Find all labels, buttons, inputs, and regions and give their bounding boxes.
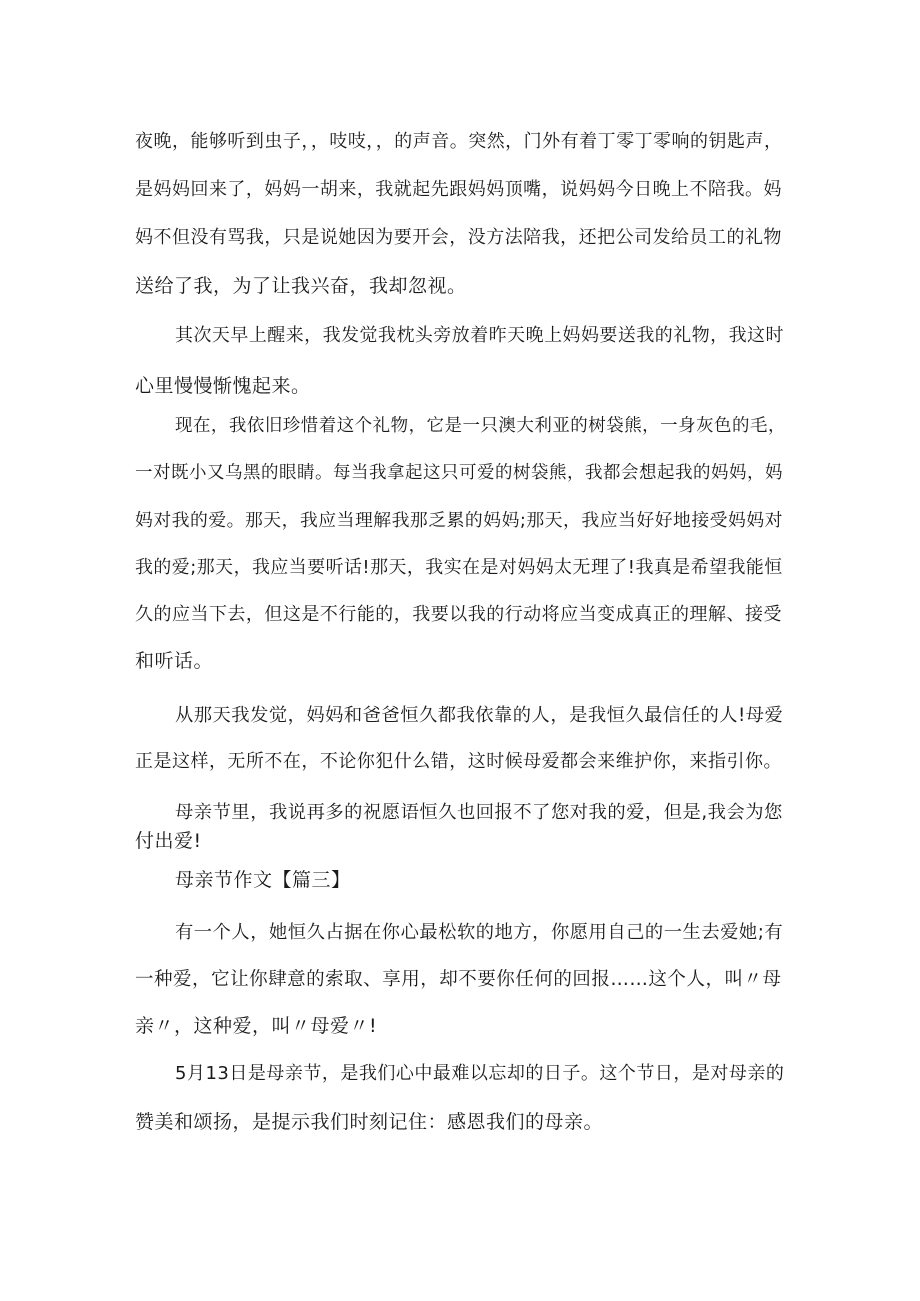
paragraph-mothers-day-wish bbox=[135, 798, 785, 856]
text-line: 正是这样，无所不在，不论你犯什么错，这时候母爱都会来维护你，来指引你。 bbox=[135, 751, 782, 772]
paragraph-from-that-day bbox=[135, 693, 785, 785]
text-line: 其次天早上醒来，我发觉我枕头旁放着昨天晚上妈妈要送我的礼物，我这时 bbox=[175, 325, 784, 346]
paragraph-next-morning bbox=[135, 311, 785, 411]
text-line: 久的应当下去，但这是不行能的，我要以我的行动将应当变成真正的理解、接受 bbox=[135, 604, 782, 625]
text-line: 送给了我，为了让我兴奋，我却忽视。 bbox=[135, 275, 467, 297]
text-line: 是妈妈回来了，妈妈一胡来，我就起先跟妈妈顶嘴，说妈妈今日晚上不陪我。妈 bbox=[135, 179, 782, 200]
text-line: 付出爱! bbox=[135, 830, 202, 852]
text-line: 现在，我依旧珍惜着这个礼物，它是一只澳大利亚的树袋熊，一身灰色的毛， bbox=[175, 416, 786, 436]
text-line: 赞美和颂扬，是提示我们时刻记住：感恩我们的母亲。 bbox=[135, 1111, 604, 1133]
text-line: 一种爱，它让你肆意的索取、享用，却不要你任何的回报……这个人，叫〃母 bbox=[135, 969, 782, 990]
section-title: 母亲节作文【篇三】 bbox=[175, 869, 351, 891]
paragraph-may-13 bbox=[135, 1049, 785, 1147]
text-line: 妈对我的爱。那天，我应当理解我那乏累的妈妈;那天，我应当好好地接受妈妈对 bbox=[135, 510, 783, 531]
text-line: 有一个人，她恒久占据在你心最松软的地方，你愿用自己的一生去爱她;有 bbox=[175, 922, 784, 943]
paragraph-evening bbox=[135, 118, 785, 310]
text-line: 妈不但没有骂我，只是说她因为要开会，没方法陪我，还把公司发给员工的礼物 bbox=[135, 227, 782, 248]
text-line: 夜晚，能够听到虫子，，吱吱，，的声音。突然，门外有着丁零丁零响的钥匙声， bbox=[135, 131, 783, 152]
section-heading-part-three bbox=[135, 863, 785, 897]
text-line: 从那天我发觉，妈妈和爸爸恒久都我依靠的人，是我恒久最信任的人!母爱 bbox=[175, 705, 784, 726]
text-line: 和听话。 bbox=[135, 650, 214, 672]
text-line: 我的爱;那天，我应当要听话!那天，我实在是对妈妈太无理了!我真是希望我能恒 bbox=[135, 557, 783, 578]
paragraph-there-is-a-person bbox=[135, 909, 785, 1050]
text-line: 母亲节里，我说再多的祝愿语恒久也回报不了您对我的爱，但是,我会为您 bbox=[175, 802, 783, 823]
text-line: 一对既小又乌黑的眼睛。每当我拿起这只可爱的树袋熊，我都会想起我的妈妈，妈 bbox=[135, 463, 783, 483]
text-line: 5月13日是母亲节，是我们心中最难以忘却的日子。这个节日，是对母亲的 bbox=[175, 1063, 785, 1084]
text-line: 亲〃，这种爱，叫〃母爱〃! bbox=[135, 1015, 378, 1037]
text-line: 心里慢慢惭愧起来。 bbox=[135, 375, 311, 397]
paragraph-koala-gift bbox=[135, 403, 785, 685]
